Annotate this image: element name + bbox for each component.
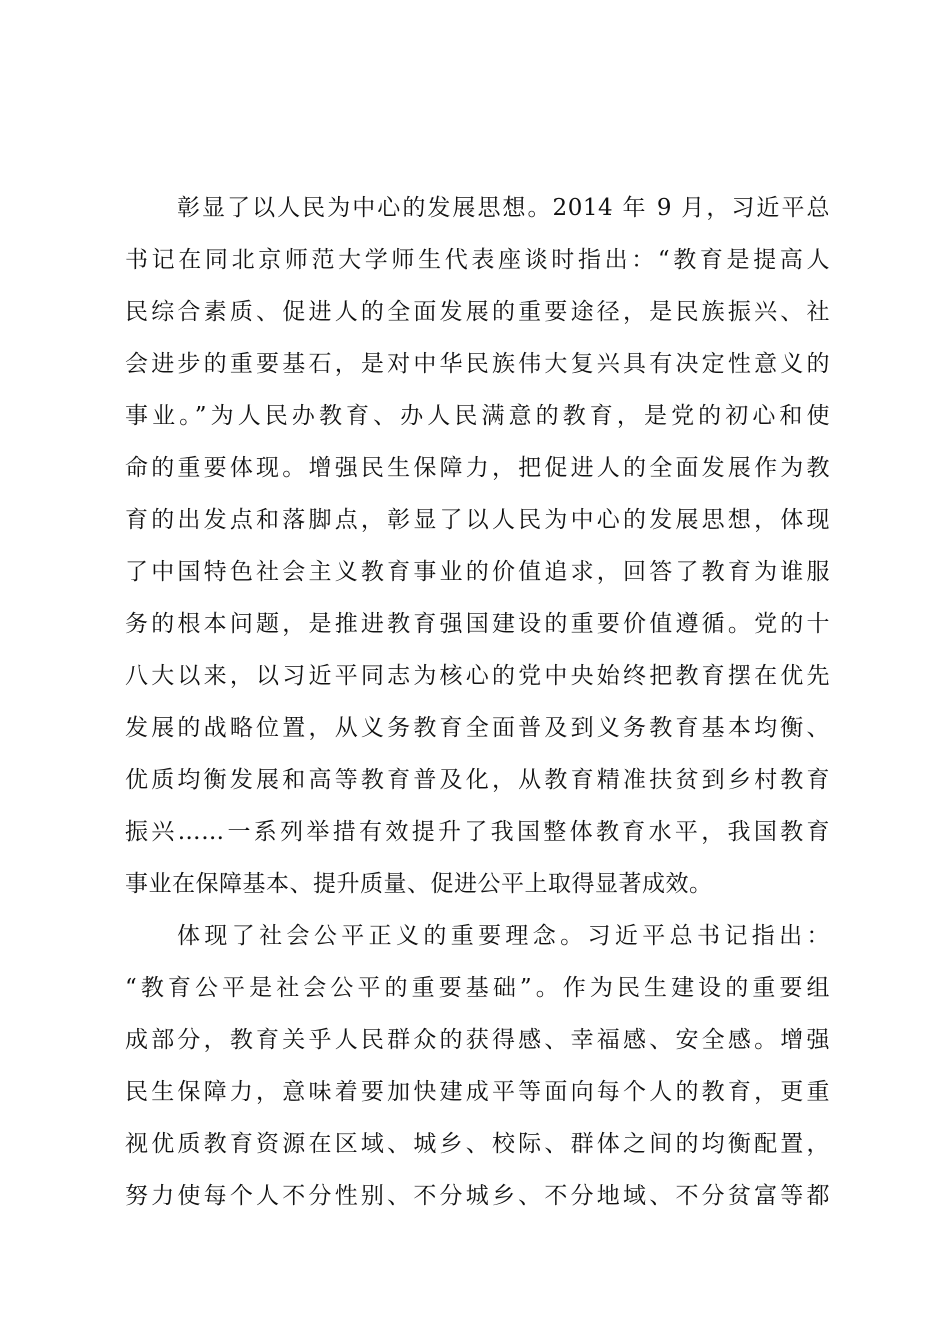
text-line: 命的重要体现。增强民生保障力，把促进人的全面发展作为教 <box>125 455 830 481</box>
text-line: 视优质教育资源在区域、城乡、校际、群体之间的均衡配置， <box>125 1131 830 1157</box>
text-line: 事业。”为人民办教育、办人民满意的教育，是党的初心和使 <box>125 403 830 429</box>
text-line: 了中国特色社会主义教育事业的价值追求，回答了教育为谁服 <box>125 559 830 585</box>
text-line: 体现了社会公平正义的重要理念。习近平总书记指出： <box>177 923 830 949</box>
text-line: 振兴……一系列举措有效提升了我国整体教育水平，我国教育 <box>125 819 830 845</box>
text-line: 彰显了以人民为中心的发展思想。2014 年 9 月，习近平总 <box>177 195 830 221</box>
text-line: 会进步的重要基石，是对中华民族伟大复兴具有决定性意义的 <box>125 351 830 377</box>
text-line: 民综合素质、促进人的全面发展的重要途径，是民族振兴、社 <box>125 299 830 325</box>
text-line: 优质均衡发展和高等教育普及化，从教育精准扶贫到乡村教育 <box>125 767 830 793</box>
text-line: 发展的战略位置，从义务教育全面普及到义务教育基本均衡、 <box>125 715 830 741</box>
text-line: 事业在保障基本、提升质量、促进公平上取得显著成效。 <box>125 871 713 897</box>
text-line: 民生保障力，意味着要加快建成平等面向每个人的教育，更重 <box>125 1079 830 1105</box>
text-line: 育的出发点和落脚点，彰显了以人民为中心的发展思想，体现 <box>125 507 830 533</box>
text-line: “教育公平是社会公平的重要基础”。作为民生建设的重要组 <box>125 975 830 1001</box>
text-line: 务的根本问题，是推进教育强国建设的重要价值遵循。党的十 <box>125 611 830 637</box>
text-line: 八大以来，以习近平同志为核心的党中央始终把教育摆在优先 <box>125 663 830 689</box>
text-line: 成部分，教育关乎人民群众的获得感、幸福感、安全感。增强 <box>125 1027 830 1053</box>
text-line: 努力使每个人不分性别、不分城乡、不分地域、不分贫富等都 <box>125 1183 830 1209</box>
text-line: 书记在同北京师范大学师生代表座谈时指出：“教育是提高人 <box>125 247 830 273</box>
